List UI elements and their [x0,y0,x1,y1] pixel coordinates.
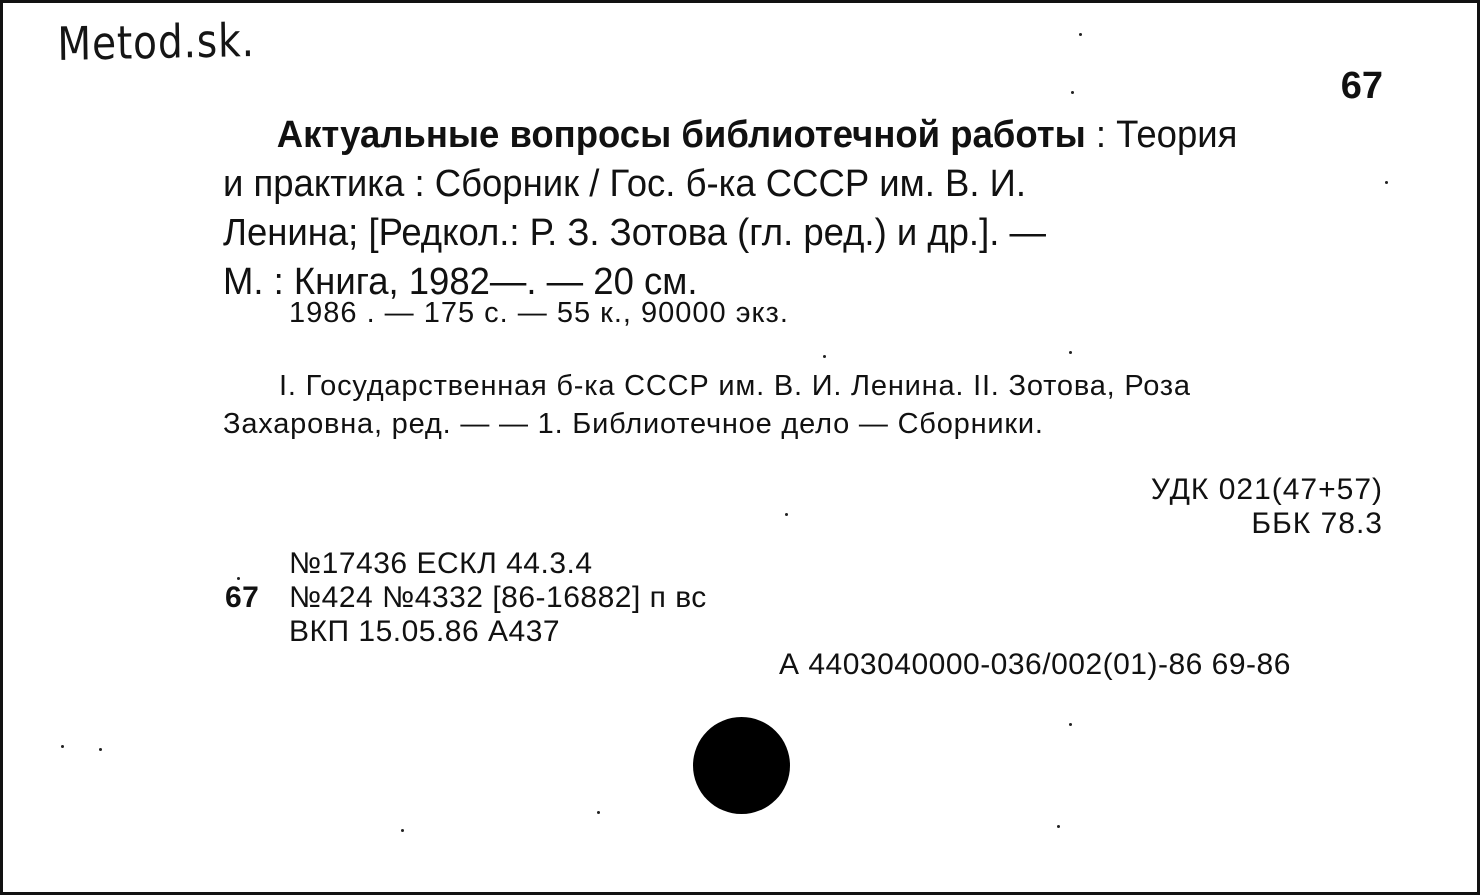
udk-code: УДК 021(47+57) [1150,473,1383,506]
registration-row-3 [225,615,707,649]
scan-speck [597,811,600,814]
scan-speck [1079,33,1082,36]
scan-speck [1069,723,1072,726]
tracing-line-2: Захаровна, ред. — — 1. Библиотечное дело — Сборники. [223,408,1044,440]
registration-line-3: ВКП 15.05.86 А437 [289,615,561,648]
scan-speck [1057,825,1060,828]
entry-subtitle-start: : Теория [1085,114,1238,156]
entry-line-2: и практика : Сборник / Гос. б-ка СССР им. В. И. [223,163,1026,205]
entry-line-1 [223,111,1342,160]
registration-row-2 [225,581,707,615]
scan-speck [1385,181,1388,184]
tracing-block [223,367,1389,443]
card-number: 67 [1340,65,1383,107]
scan-speck [823,355,826,358]
registration-line-1: №17436 ЕСКЛ 44.3.4 [289,547,593,580]
volume-line: 1986 . — 175 с. — 55 к., 90000 экз. [289,297,789,329]
scan-speck [785,513,788,516]
price-code: А 4403040000-036/002(01)-86 69-86 [779,648,1291,681]
scan-speck [99,748,102,751]
bbk-code: ББК 78.3 [1251,507,1383,540]
registration-lead-mark: 67 [225,581,260,614]
tracing-line-1: I. Государственная б-ка СССР им. В. И. Ленина. II. Зотова, Роза [279,370,1191,402]
registration-line-2: №424 №4332 [86-16882] п вс [289,581,707,614]
scan-speck [401,829,404,832]
handwritten-note: Metod.sk. [57,12,256,71]
scan-speck [237,577,240,580]
scan-speck [1071,91,1074,94]
registration-row-1 [225,547,707,581]
scan-speck [1069,351,1072,354]
punch-hole [693,717,790,814]
entry-line-3: Ленина; [Редкол.: Р. З. Зотова (гл. ред.) и др.]. — [223,212,1046,254]
entry-title: Актуальные вопросы библиотечной работы [276,114,1086,156]
entry-line-4: М. : Книга, 1982—. — 20 см. [223,261,698,303]
registration-block [225,547,707,649]
scan-speck [61,745,64,748]
classification-block [1151,473,1383,541]
bibliographic-entry [223,111,1342,307]
